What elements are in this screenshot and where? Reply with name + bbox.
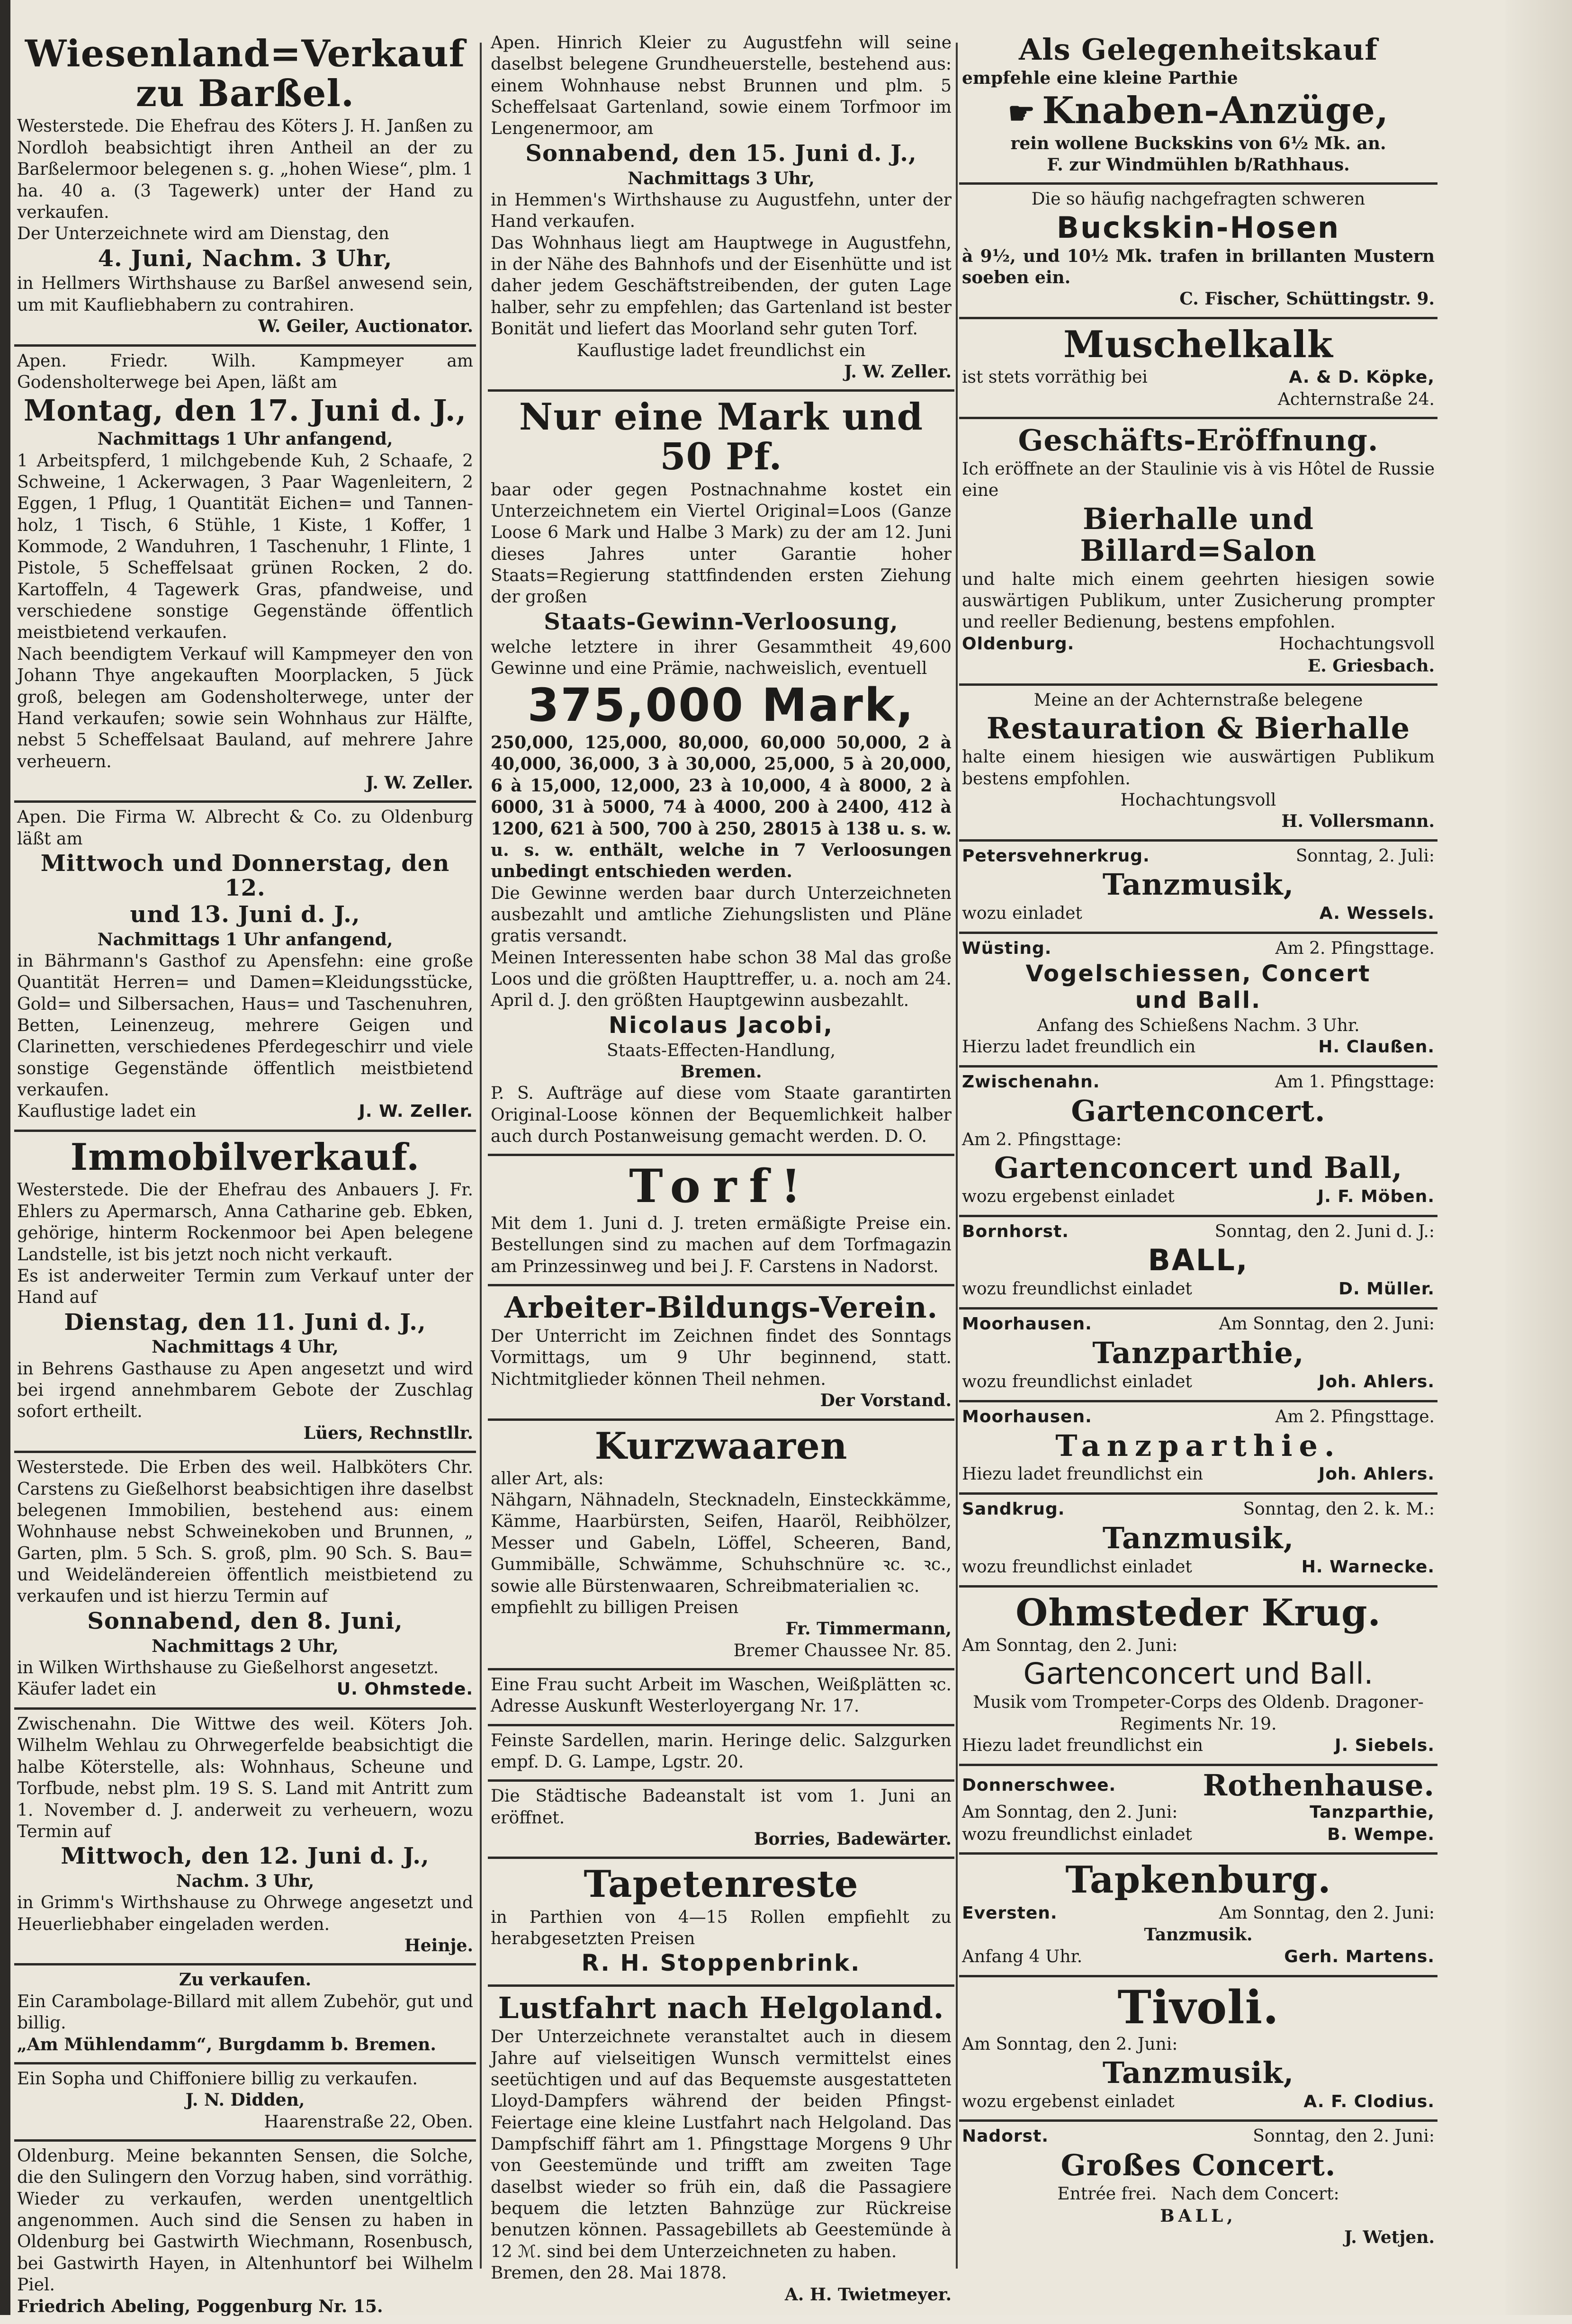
ad-when: Am Sonntag, den 2. Juni: xyxy=(962,2035,1178,2055)
ad-place: Moorhausen. xyxy=(962,1407,1092,1427)
ad-sardellen xyxy=(488,1726,954,1782)
ad-kampmeyer xyxy=(14,347,476,803)
ad-body: Ein Carambolage-Billard mit allem Zubehör, gut und billig. xyxy=(17,1992,473,2033)
ad-ball: BALL, xyxy=(1160,2206,1237,2226)
ad-when: Sonntag, 2. Juli: xyxy=(1295,846,1435,866)
ad-company: Nicolaus Jacobi, xyxy=(608,1012,834,1039)
ad-signature: A. Wessels. xyxy=(1319,904,1435,924)
ad-date: und 13. Juni d. J., xyxy=(130,901,360,928)
ad-headline: Bierhalle und Billard=Salon xyxy=(1080,501,1317,568)
ad-footer xyxy=(962,1463,1435,1486)
ad-place: Donnerschwee. xyxy=(962,1775,1116,1795)
ad-footer xyxy=(962,1735,1435,1757)
ad-torf xyxy=(488,1156,954,1286)
ad-prize: 375,000 Mark, xyxy=(527,679,915,732)
ad-footer xyxy=(962,633,1435,655)
ad-date: Mittwoch, den 12. Juni d. J., xyxy=(61,1843,430,1870)
ad-details xyxy=(962,2183,1435,2206)
ad-title: Tanzmusik, xyxy=(1102,1521,1294,1556)
ad-body: Der Unterricht im Zeichnen findet des Sonntags Vormittags, um 9 Uhr beginnend, statt. Nichtmitglieder können Theil nehmen. xyxy=(491,1327,952,1389)
column-middle xyxy=(488,28,954,2305)
ad-invite: Kauflustige ladet freundlichst ein xyxy=(576,341,866,360)
ad-when: Am Sonntag, den 2. Juni: xyxy=(962,1636,1178,1656)
ad-title: Ohmsteder Krug. xyxy=(1015,1591,1381,1634)
ad-body: Musik vom Trompeter-Corps des Oldenb. Dragoner-Regiments Nr. 19. xyxy=(973,1693,1424,1734)
ad-place: Bornhorst. xyxy=(962,1221,1069,1241)
ad-body: empfiehlt zu billigen Preisen xyxy=(491,1597,739,1617)
ad-footer xyxy=(962,1278,1435,1301)
ad-after: Nach dem Concert: xyxy=(1171,2184,1339,2204)
ad-title: Tivoli. xyxy=(1117,1980,1279,2034)
ad-title: Rothenhause. xyxy=(1203,1768,1435,1803)
ad-header xyxy=(962,845,1435,868)
ad-body: Ein Sopha und Chiffoniere billig zu verkaufen. xyxy=(17,2069,418,2089)
ad-date: Dienstag, den 11. Juni d. J., xyxy=(64,1309,426,1336)
ad-signature: Lüers, Rechnstllr. xyxy=(303,1423,473,1443)
ad-date: Bremen, den 28. Mai 1878. xyxy=(491,2263,727,2283)
column-right xyxy=(959,28,1437,2302)
ad-invite: wozu ergebenst einladet xyxy=(962,1186,1175,1206)
ad-body: 1 Arbeitspferd, 1 milchgebende Kuh, 2 Schaafe, 2 Schweine, 1 Ackerwagen, 3 Paar Wagenleitern, 2 Eggen, 1 Pflug, 1 Quantität Eichen= und Tannen-holz, 1 Tisch, 6 Stühle, 1 Kiste, 1 Koffer, 1 Kommode, 2 Wanduhren, 1 Taschenuhr, 1 Flinte, 1 Pistole, 5 Scheffelsaat grünen Rocken, 2 do. Kartoffeln, 4 Tagewerk Gras, pfandweise, und verschiedene sonstige Gegenstände öffentlich meistbietend verkaufen. xyxy=(17,451,473,643)
ad-billard xyxy=(14,1965,476,2064)
ad-body: Nach beendigtem Verkauf will Kampmeyer den von Johann Thye angekauften Moorplacken, 5 Jück groß, belegen am Godensholterwege, unter der Hand verkaufen; sowie sein Wohnhaus zur Hälfte, nebst 5 Scheffelsaat Bauland, auf mehrere Jahre verheuern. xyxy=(17,644,473,772)
ad-helgoland xyxy=(488,1987,954,2312)
ad-signature: Gerh. Martens. xyxy=(1284,1947,1435,1966)
ad-start: Anfang 4 Uhr. xyxy=(962,1947,1083,1966)
ad-signature: J. W. Zeller. xyxy=(366,772,473,793)
ad-invite: Hierzu ladet freundlich ein xyxy=(962,1037,1196,1057)
ad-address: Haarenstraße 22, Oben. xyxy=(264,2112,473,2132)
ad-greeting: Hochachtungsvoll xyxy=(1279,634,1435,654)
ad-body: Oldenburg. Meine bekannten Sensen, die Solche, die den Sulingern den Vorzug haben, sind vorräthig. Wieder zu verkaufen, werden unentgeltlich angenommen. Auch sind die Sensen zu haben in Oldenburg bei Gastwirth Wiechmann, Rosenbusch, bei Gastwirth Hayen, in Altenhuntorf bei Wilhelm Piel. xyxy=(17,2146,473,2295)
ad-sopha xyxy=(14,2064,476,2142)
ad-signature: U. Ohmstede. xyxy=(336,1679,473,1699)
ad-tapetenreste xyxy=(488,1859,954,1987)
ad-footer xyxy=(962,1556,1435,1579)
ad-restauration xyxy=(959,686,1437,842)
ad-signature: Joh. Ahlers. xyxy=(1318,1372,1435,1391)
ad-immobilverkauf xyxy=(14,1132,476,1453)
ad-body: in Hemmen's Wirthshause zu Augustfehn, unter der Hand verkaufen. xyxy=(491,190,952,232)
ad-title: Als Gelegenheitskauf xyxy=(1019,32,1378,67)
ad-footer xyxy=(962,1186,1435,1208)
ad-footer xyxy=(962,1371,1435,1393)
ad-signature: H. Warnecke. xyxy=(1301,1557,1435,1577)
ad-body: Feinste Sardellen, marin. Heringe delic. Salzgurken empf. D. G. Lampe, Lgstr. 20. xyxy=(491,1731,952,1772)
ad-body: baar oder gegen Postnachnahme kostet ein Unterzeichnetem ein Viertel Original=Loos (Ganze Loose 6 Mark und Halbe 3 Mark) zu der am 12. Juni dieses Jahres unter Garantie hoher Staats=Regierung stattfindenden ersten Ziehung der großen xyxy=(491,480,952,607)
ad-carstens xyxy=(14,1453,476,1710)
ad-header xyxy=(962,938,1435,960)
ad-when: Sonntag, den 2. Juni: xyxy=(1253,2127,1435,2146)
ad-bornhorst xyxy=(959,1217,1437,1310)
ad-invite: Käufer ladet ein xyxy=(17,1679,157,1699)
ad-header xyxy=(962,1770,1435,1802)
ad-what: Tanzparthie, xyxy=(1310,1802,1435,1822)
ad-body: halte einem hiesigen wie auswärtigen Publikum bestens empfohlen. xyxy=(962,747,1435,789)
ad-signature: H. Claußen. xyxy=(1318,1037,1435,1057)
ad-signature: Fr. Timmermann, xyxy=(785,1619,952,1639)
ad-intro: Meine an der Achternstraße belegene xyxy=(1033,690,1363,710)
ad-title: Tapkenburg. xyxy=(1065,1858,1331,1902)
ad-when: Sonntag, den 2. k. M.: xyxy=(1243,1499,1435,1519)
ad-albrecht xyxy=(14,803,476,1132)
ad-wiesenland xyxy=(14,28,476,347)
ad-when: Am 2. Pfingsttage: xyxy=(962,1130,1122,1149)
ad-header xyxy=(962,1498,1435,1521)
column-left xyxy=(14,28,476,2316)
ad-offer: rein wollene Buckskins von 6½ Mk. an. xyxy=(1010,133,1386,153)
ad-when: Sonntag, den 2. Juni d. J.: xyxy=(1214,1221,1435,1241)
ad-header xyxy=(962,1406,1435,1428)
ad-title: Tanzparthie, xyxy=(1092,1335,1304,1370)
ad-signature: B. Wempe. xyxy=(1327,1824,1435,1844)
ad-body: in Grimm's Wirthshause zu Ohrwege angesetzt und Heuerliebhaber eingeladen werden. xyxy=(17,1893,473,1934)
ad-title: BALL, xyxy=(1148,1243,1249,1278)
ad-title: Arbeiter-Bildungs-Verein. xyxy=(504,1290,938,1325)
ad-signature: D. Müller. xyxy=(1338,1279,1435,1299)
ad-arbeiterverein xyxy=(488,1286,954,1420)
ad-intro: Die so häufig nachgefragten schweren xyxy=(1031,189,1365,209)
ad-body: Apen. Hinrich Kleier zu Augustfehn will seine daselbst belegene Grundheuerstelle, bestehend aus: einem Wohnhause nebst Brunnen und plm. 5 Scheffelsaat Gartenland, sowie einem Torfmoor im Lengenermoor, am xyxy=(491,33,952,139)
ad-body: Die Gewinne werden baar durch Unterzeichneten ausbezahlt und amtliche Ziehungslisten und Pläne gratis versandt. xyxy=(491,883,952,946)
column-rule xyxy=(480,43,482,2269)
ad-tivoli xyxy=(959,1977,1437,2122)
ad-when: Am 2. Pfingsttage. xyxy=(1275,939,1435,959)
ad-body: à 9½, und 10½ Mk. trafen in brillanten Mustern soeben ein. xyxy=(962,246,1435,287)
ad-footer xyxy=(962,367,1435,389)
ad-signature: W. Geiler, Auctionator. xyxy=(258,316,473,337)
ad-invite: wozu freundlichst einladet xyxy=(962,1372,1192,1391)
ad-city: Bremen. xyxy=(680,1061,762,1082)
ad-when: Am Sonntag, den 2. Juni: xyxy=(1219,1314,1435,1334)
ad-postscript: P. S. Aufträge auf diese vom Staate garantirten Original-Loose können der Bequemlichkeit halber auch durch Postanweisung gemacht werden. D. O. xyxy=(491,1084,952,1146)
ad-title: Großes Concert. xyxy=(1060,2148,1336,2183)
ad-title: Kurzwaaren xyxy=(594,1424,848,1468)
ad-place: Wüsting. xyxy=(962,939,1052,959)
ad-body: Es ist anderweiter Termin zum Verkauf unter der Hand auf xyxy=(17,1266,473,1308)
ad-footer xyxy=(962,2091,1435,2113)
ad-date: Sonnabend, den 15. Juni d. J., xyxy=(525,140,917,167)
ad-place: Zwischenahn. xyxy=(962,1072,1100,1092)
ad-company-type: Staats-Effecten-Handlung, xyxy=(606,1041,836,1060)
ad-body: welche letztere in ihrer Gesammtheit 49,600 Gewinne und eine Prämie, nachweislich, eventuell xyxy=(491,637,952,679)
ad-title: Nur eine Mark und 50 Pf. xyxy=(519,395,924,479)
ad-city: Oldenburg. xyxy=(962,634,1075,654)
ad-signature: R. H. Stoppenbrink. xyxy=(581,1950,861,1977)
ad-title: Torf! xyxy=(629,1159,813,1213)
ad-date: Sonnabend, den 8. Juni, xyxy=(87,1607,403,1634)
ad-body: Das Wohnhaus liegt am Hauptwege in Augustfehn, in der Nähe des Bahnhofs und der Eisenhütte und ist daher jedem Geschäftstreibenden, der guten Lage halber, sehr zu empfehlen; das Gartenland ist bester Bonität und liefert das Moorland sehr guten Torf. xyxy=(491,233,952,339)
ad-invite: wozu freundlichst einladet xyxy=(962,1824,1192,1844)
ad-signature: A. H. Twietmeyer. xyxy=(784,2284,952,2305)
ad-footer xyxy=(17,1101,473,1123)
ad-invite: Hiezu ladet freundlichst ein xyxy=(962,1736,1204,1756)
ad-entry: Entrée frei. xyxy=(1057,2184,1157,2204)
ad-body: in Wilken Wirthshause zu Gießelhorst angesetzt. xyxy=(17,1658,439,1678)
ad-intro: Apen. Die Firma W. Albrecht & Co. zu Oldenburg läßt am xyxy=(17,808,473,849)
ad-time: Nachmittags 1 Uhr anfangend, xyxy=(97,929,393,950)
ad-body: Die Städtische Badeanstalt ist vom 1. Juni an eröffnet. xyxy=(491,1786,952,1828)
ad-title: Lustfahrt nach Helgoland. xyxy=(498,1991,944,2026)
ad-tapkenburg xyxy=(959,1855,1437,1977)
ad-signature: J. Wetjen. xyxy=(1344,2227,1435,2248)
ad-footer xyxy=(962,1824,1435,1846)
ad-place: Nadorst. xyxy=(962,2127,1049,2146)
ad-subtitle: empfehle eine kleine Parthie xyxy=(962,68,1238,88)
ad-title: Muschelkalk xyxy=(1063,323,1333,366)
ad-body: und halte mich einem geehrten hiesigen sowie auswärtigen Publikum, unter Zusicherung prompter und reeller Bedienung, bestens empfohlen. xyxy=(962,569,1435,632)
ad-footer xyxy=(962,1946,1435,1968)
ad-moorhausen-1 xyxy=(959,1310,1437,1402)
ad-body: in Bährmann's Gasthof zu Apensfehn: eine große Quantität Herren= und Damen=Kleidungsstücke, Gold= und Silbersachen, Haus= und Taschenuhren, Betten, Leinenzeug, mehrere Geigen und Clarinetten, verschiedenes Pferdegeschirr und viele sonstige Gegenstände öffentlich meistbietend verkaufen. xyxy=(17,951,473,1100)
ad-headline xyxy=(962,91,1435,131)
ad-petersvehnerkrug xyxy=(959,842,1437,934)
ad-muschelkalk xyxy=(959,319,1437,419)
ad-title: Immobilverkauf. xyxy=(70,1136,420,1179)
ad-sandkrug xyxy=(959,1495,1437,1588)
ad-headline: Gartenconcert und Ball. xyxy=(1023,1656,1374,1691)
ad-footer xyxy=(17,1678,473,1701)
ad-time: Nachmittags 4 Uhr, xyxy=(152,1337,339,1357)
page-left-edge xyxy=(0,0,10,2315)
ad-signature: F. zur Windmühlen b/Rathhaus. xyxy=(1047,154,1350,175)
ad-intro: Apen. Friedr. Wilh. Kampmeyer am Godensholterwege bei Apen, läßt am xyxy=(17,351,473,392)
ad-when: Am Sonntag, den 2. Juni: xyxy=(962,1802,1178,1822)
ad-place: Petersvehnerkrug. xyxy=(962,846,1150,866)
page-right-margin xyxy=(1506,0,1572,2315)
ad-body: Meinen Interessenten habe schon 38 Mal das große Loos und die größten Haupttreffer, u. a. noch am 24. April d. J. den größten Hauptgewinn ausbezahlt. xyxy=(491,948,952,1011)
ad-signature: Heinje. xyxy=(404,1936,473,1956)
ad-title: Zu verkaufen. xyxy=(179,1970,312,1990)
ad-kleier xyxy=(488,28,954,392)
ad-wuesting xyxy=(959,934,1437,1068)
ad-body: Nähgarn, Nähnadeln, Stecknadeln, Einsteckkämme, Kämme, Haarbürsten, Seifen, Haaröl, Reibhölzer, Messer und Gabeln, Löffel, Scheeren, Band, Gummibälle, Schwämme, Schuhschnüre ꝛc. ꝛc., sowie alle Bürstenwaaren, Schreibmaterialien ꝛc. xyxy=(491,1490,952,1596)
ad-body: Zwischenahn. Die Wittwe des weil. Köters Joh. Wilhelm Wehlau zu Ohrwegerfelde beabsichtigt die halbe Köterstelle, als: Wohnhaus, Scheune und Torfbude, nebst plm. 19 S. S. Land mit Antritt zum 1. November d. J. anderweit zu verheuern, wozu Termin auf xyxy=(17,1714,473,1841)
ad-title: Tanzmusik, xyxy=(1102,867,1294,902)
ad-signature: Borries, Badewärter. xyxy=(754,1829,952,1849)
ad-invite: wozu freundlichst einladet xyxy=(962,1557,1192,1577)
ad-title: Tanzparthie. xyxy=(1055,1428,1341,1463)
ad-date: Montag, den 17. Juni d. J., xyxy=(23,393,467,428)
column-rule xyxy=(956,43,958,2269)
ad-time: Nachm. 3 Uhr, xyxy=(176,1871,314,1892)
ad-address: Achternstraße 24. xyxy=(1277,389,1435,409)
ad-invite: Kauflustige ladet ein xyxy=(17,1102,197,1122)
ad-date: Mittwoch und Donnerstag, den 12. xyxy=(40,850,450,901)
ad-title: Vogelschiessen, Concert xyxy=(1025,960,1371,987)
ad-invite: wozu einladet xyxy=(962,904,1082,924)
ad-invite: wozu ergebenst einladet xyxy=(962,2091,1175,2111)
ad-title: und Ball. xyxy=(1135,987,1262,1014)
ad-waschfrau xyxy=(488,1670,954,1726)
ad-footer xyxy=(962,1036,1435,1059)
ad-headline: Tanzmusik, xyxy=(1102,2055,1294,2090)
ad-moorhausen-2 xyxy=(959,1402,1437,1495)
ad-signature: H. Vollersmann. xyxy=(1281,811,1435,832)
ad-body: in Hellmers Wirthshause zu Barßel anwesend sein, um mit Kaufliebhabern zu contrahiren. xyxy=(17,274,473,315)
ad-address: Bremer Chaussee Nr. 85. xyxy=(733,1641,952,1660)
ad-lotterie xyxy=(488,392,954,1156)
ad-invite: Hiezu ladet freundlichst ein xyxy=(962,1464,1204,1484)
ad-body: Mit dem 1. Juni d. J. treten ermäßigte Preise ein. Bestellungen sind zu machen auf dem Torfmagazin am Prinzessinweg und bei J. F. Carstens in Nadorst. xyxy=(491,1214,952,1276)
ad-header xyxy=(962,2126,1435,2148)
ad-greeting: Hochachtungsvoll xyxy=(1120,790,1276,810)
ad-rothenhause xyxy=(959,1766,1437,1855)
ad-signature: Friedrich Abeling, Poggenburg Nr. 15. xyxy=(17,2296,383,2316)
ad-nadorst xyxy=(959,2122,1437,2255)
ad-time: Nachmittags 1 Uhr anfangend, xyxy=(97,429,393,449)
ad-header xyxy=(962,1902,1435,1925)
ad-title: Geschäfts-Eröffnung. xyxy=(1018,423,1379,458)
ad-wehlau xyxy=(14,1710,476,1965)
ad-body: Ich eröffnete an der Staulinie vis à vis Hôtel de Russie eine xyxy=(962,459,1435,501)
ad-body: Westerstede. Die der Ehefrau des Anbauers J. Fr. Ehlers zu Apermarsch, Anna Catharine geb. Ebken, gehörige, hinterm Rockenmoor bei Apen belegene Landstelle, ist bis jetzt noch nicht verkauft. xyxy=(17,1180,473,1265)
ad-signature: Der Vorstand. xyxy=(820,1391,952,1411)
ad-body: Eine Frau sucht Arbeit im Waschen, Weißplätten ꝛc. Adresse Auskunft Westerloyergang Nr. 17. xyxy=(491,1675,952,1716)
ad-details xyxy=(962,1802,1435,1824)
ad-signature: A. & D. Köpke, xyxy=(1289,367,1435,387)
ad-footer xyxy=(962,903,1435,925)
ad-zwischenahn xyxy=(959,1068,1437,1217)
ad-title: Restauration & Bierhalle xyxy=(986,711,1410,746)
pointing-hand-icon: ☛ xyxy=(1007,96,1036,132)
ad-signature: J. W. Zeller. xyxy=(844,361,952,382)
ad-body: aller Art, als: xyxy=(491,1469,604,1489)
ad-title: Tapetenreste xyxy=(584,1863,859,1906)
ad-title: Gartenconcert und Ball, xyxy=(994,1150,1403,1185)
ad-sensen xyxy=(14,2142,476,2324)
ad-when: Am 2. Pfingsttage. xyxy=(1275,1407,1435,1427)
ad-signature: J. N. Didden, xyxy=(185,2090,305,2110)
ad-body: Anfang des Schießens Nachm. 3 Uhr. xyxy=(1037,1015,1360,1035)
ad-header xyxy=(962,1221,1435,1243)
ad-prize-list: 250,000, 125,000, 80,000, 60,000 50,000, 2 à 40,000, 36,000, 3 à 30,000, 25,000, 5 à 20,000, 6 à 15,000, 12,000, 23 à 10,000, 4 à 8000, 2 à 6000, 31 à 5000, 74 à 4000, 200 à 2400, 412 à 1200, 621 à 500, 700 à 250, 28015 à 138 u. s. w. u. s. w. enthält, welche in 7 Verloosungen unbedingt entschieden werden. xyxy=(491,733,952,882)
ad-title: Buckskin-Hosen xyxy=(1056,210,1340,245)
ad-place: Sandkrug. xyxy=(962,1499,1065,1519)
ad-body: in Behrens Gasthause zu Apen angesetzt und wird bei irgend annehmbarem Gebote der Zuschlag sofort ertheilt. xyxy=(17,1359,473,1422)
ad-body: in Parthien von 4—15 Rollen empfiehlt zu herabgesetzten Preisen xyxy=(491,1907,952,1949)
ad-buckskin-hosen xyxy=(959,185,1437,319)
ad-invite: wozu freundlichst einladet xyxy=(962,1279,1192,1299)
ad-signature: Joh. Ahlers. xyxy=(1318,1464,1435,1484)
ad-geschaefts-eroeffnung xyxy=(959,419,1437,686)
ad-headline-text: Knaben-Anzüge, xyxy=(1042,89,1389,133)
ad-body: „Am Mühlendamm“, Burgdamm b. Bremen. xyxy=(17,2034,436,2055)
ad-kurzwaaren xyxy=(488,1421,954,1670)
ad-body: ist stets vorräthig bei xyxy=(962,367,1148,387)
ad-what: Tanzmusik. xyxy=(1144,1925,1253,1945)
ad-body: Der Unterzeichnete wird am Dienstag, den xyxy=(17,224,389,244)
ad-signature: E. Griesbach. xyxy=(1307,655,1435,676)
ad-title: Wiesenland=Verkauf zu Barßel. xyxy=(25,32,466,116)
ad-time: Nachmittags 3 Uhr, xyxy=(628,168,815,188)
ad-title: Gartenconcert. xyxy=(1071,1093,1326,1128)
ad-place: Moorhausen. xyxy=(962,1314,1092,1334)
ad-body: Westerstede. Die Erben des weil. Halbköters Chr. Carstens zu Gießelhorst beabsichtigen ihre daselbst belegenen Immobilien, bestehend aus: einem Wohnhause nebst Schweinekoben und Brunnen, „ Garten, plm. 5 Sch. S. groß, plm. 90 Sch. S. Bau= und Weideländereien öffentlich meistbietend zu verkaufen und ist hierzu Termin auf xyxy=(17,1458,473,1606)
ad-header xyxy=(962,1313,1435,1336)
ad-body: Der Unterzeichnete veranstaltet auch in diesem Jahre auf vielseitigen Wunsch vermittelst eines seetüchtigen und auf das Bequemste ausgestatteten Lloyd-Dampfers während der beiden Pfingst-Feiertage eine kleine Lustfahrt nach Helgoland. Das Dampfschiff fährt am 1. Pfingsttage Morgens 9 Uhr von Geestemünde und trifft am zweiten Tage daselbst wieder so früh ein, daß die Passagiere bequem die letzten Bahnzüge zur Rückreise benutzen können. Passagebillets ab Geestemünde à 12 ℳ. sind bei dem Unterzeichneten zu haben. xyxy=(491,2027,952,2261)
ad-knaben-anzuege xyxy=(959,28,1437,185)
ad-body: Westerstede. Die Ehefrau des Köters J. H. Janßen zu Nordloh beabsichtigt ihren Antheil an der zu Barßelermoor belegenen s. g. „hohen Wiese“, plm. 1 ha. 40 a. (3 Tagewerk) unter der Hand zu verkaufen. xyxy=(17,117,473,222)
ad-when: Am 1. Pfingsttage: xyxy=(1275,1072,1435,1092)
ad-date: 4. Juni, Nachm. 3 Uhr, xyxy=(98,245,393,272)
ad-ohmsteder-krug xyxy=(959,1588,1437,1766)
ad-when: Am Sonntag, den 2. Juni: xyxy=(1219,1903,1435,1923)
ad-header xyxy=(962,1071,1435,1094)
ad-signature: C. Fischer, Schüttingstr. 9. xyxy=(1179,289,1435,309)
ad-signature: A. F. Clodius. xyxy=(1303,2091,1435,2111)
ad-badeanstalt xyxy=(488,1782,954,1859)
ad-signature: J. W. Zeller. xyxy=(359,1102,473,1122)
ad-subtitle: Staats-Gewinn-Verloosung, xyxy=(544,608,898,635)
ad-signature: J. Siebels. xyxy=(1335,1736,1435,1756)
ad-place: Eversten. xyxy=(962,1903,1058,1923)
ad-signature: J. F. Möben. xyxy=(1317,1186,1435,1206)
ad-time: Nachmittags 2 Uhr, xyxy=(152,1636,339,1656)
